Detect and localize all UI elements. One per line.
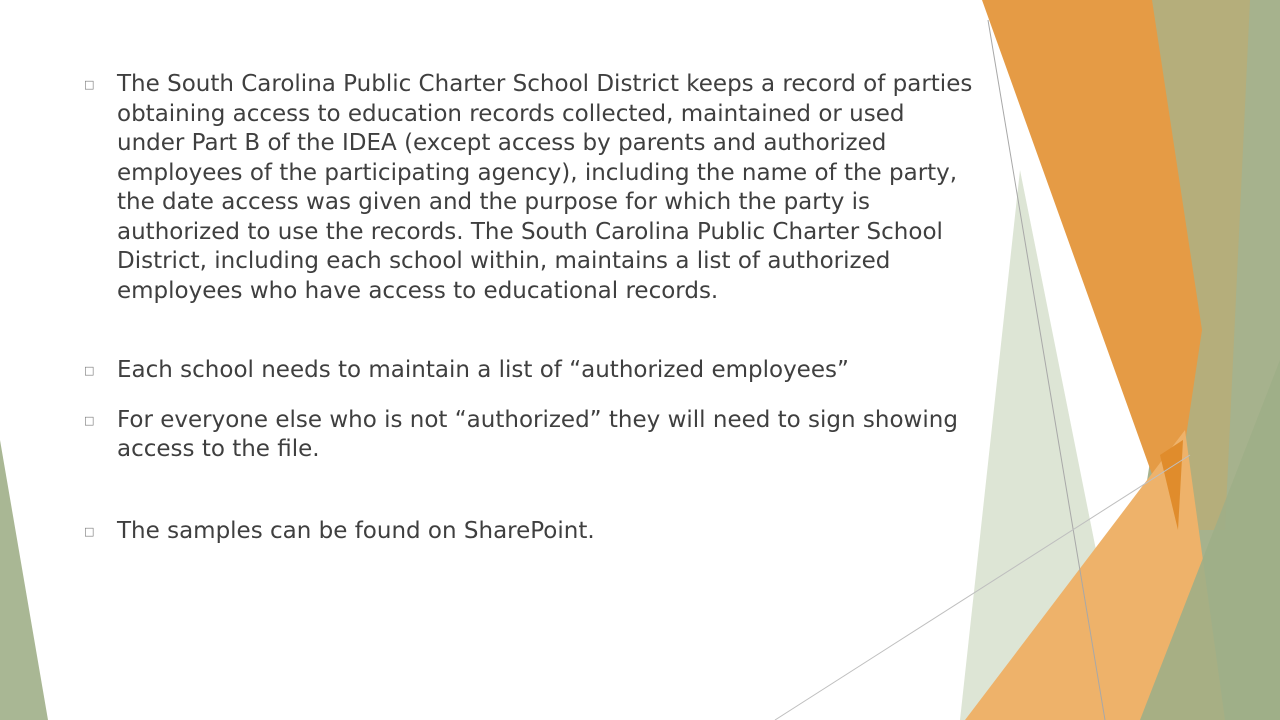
bullet-item — [84, 70, 974, 306]
bullet-list — [84, 70, 974, 546]
left-green-wedge — [0, 440, 48, 720]
bullet-text: The South Carolina Public Charter School District keeps a record of parties obtaining access to education records collected, maintained or used under Part B of the IDEA (except access by parents and authorized employees of the participating agency), including the name of the party, the date access was given and the purpose for which the party is authorized to use the records. The South Carolina Public Charter School District, including each school within, maintains a list of authorized employees who have access to educational records. — [117, 71, 973, 304]
bullet-item — [84, 517, 974, 547]
square-bullet-icon: □ — [84, 524, 95, 538]
square-bullet-icon: □ — [84, 78, 95, 91]
square-bullet-icon: □ — [84, 413, 95, 427]
square-bullet-icon: □ — [84, 364, 95, 377]
bullet-text: For everyone else who is not “authorized” they will need to sign showing access to the file. — [117, 406, 958, 462]
bullet-text: The samples can be found on SharePoint. — [117, 517, 595, 544]
bullet-item — [84, 356, 974, 386]
bullet-item — [84, 406, 974, 465]
bullet-text: Each school needs to maintain a list of “authorized employees” — [117, 357, 849, 383]
